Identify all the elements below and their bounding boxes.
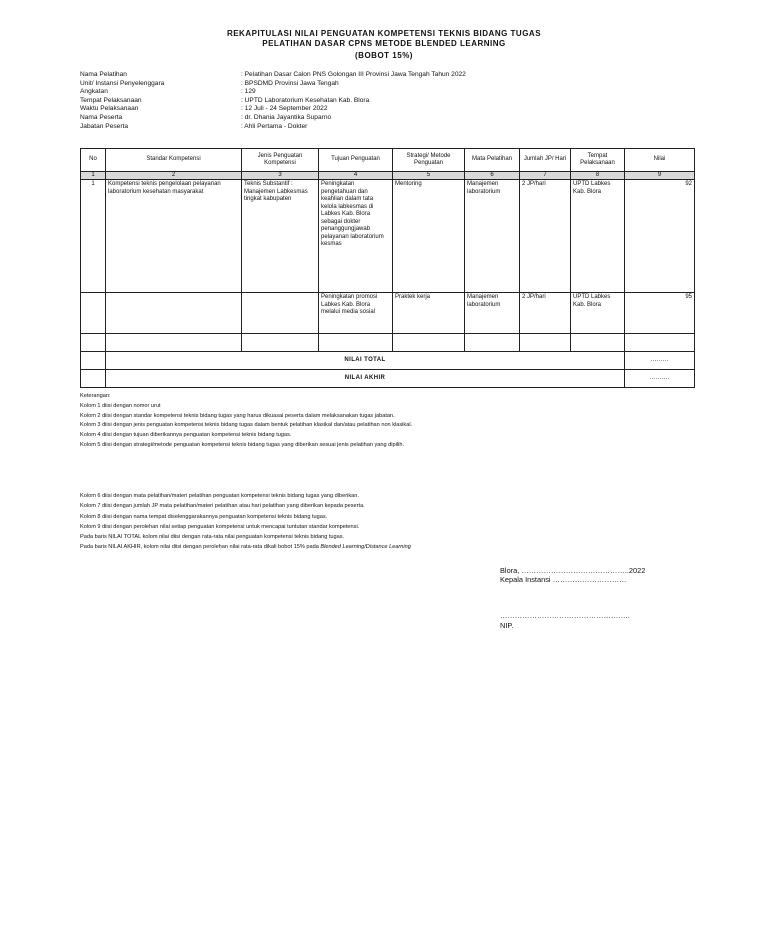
nilai-total-label: NILAI TOTAL [106, 352, 625, 370]
empty-cell [465, 334, 520, 352]
info-row [80, 114, 466, 123]
note-line: Pada baris NILAI TOTAL kolom nilai diisi dengan rata-rata nilai penguatan kompetensi teknis bidang tugas. [80, 534, 345, 541]
cell-tempat: UPTD Labkes Kab. Blora [571, 180, 625, 293]
column-number: 4 [319, 172, 393, 180]
cell-jp: 2 JP/hari [520, 180, 571, 293]
info-row [80, 105, 466, 114]
info-value: : 129 [241, 88, 256, 96]
note-last-italic: Blended Learning/Distance Learning [320, 544, 411, 551]
cell-jp: 2 JP/hari [520, 293, 571, 334]
cell-nilai: 95 [625, 293, 695, 334]
signature-place-date: Blora, ……………………………………..2022 [500, 566, 646, 575]
info-value: : Ahli Pertama - Dokter [241, 122, 308, 130]
column-number: 2 [106, 172, 242, 180]
column-number: 8 [571, 172, 625, 180]
table-row-empty [81, 334, 695, 352]
info-value: : BPSDMD Provinsi Jawa Tengah [241, 79, 339, 87]
table-row [81, 293, 695, 334]
info-label: Waktu Pelaksanaan [80, 105, 139, 113]
column-number-row [81, 172, 695, 180]
empty-cell [106, 334, 242, 352]
column-number: 6 [465, 172, 520, 180]
header-jp: Jumlah JP/ Hari [520, 149, 571, 172]
signature-position: Kepala Instansi ………………………… [500, 575, 627, 584]
nilai-total-value: ……… [625, 352, 695, 370]
empty-cell [81, 334, 106, 352]
column-number: 1 [81, 172, 106, 180]
cell-nilai: 92 [625, 180, 695, 293]
column-number: 3 [242, 172, 319, 180]
table-header-row [81, 149, 695, 172]
empty-cell [81, 370, 106, 388]
info-label: Tempat Pelaksanaan [80, 96, 142, 104]
document-weight: (BOBOT 15%) [355, 51, 413, 60]
cell-strategi: Praktek kerja [393, 293, 465, 334]
note-line: Kolom 8 diisi dengan nama tempat diselenggarakannya penguatan kompetensi teknis bidang tugas. [80, 513, 328, 520]
participant-info [80, 71, 466, 131]
total-row [81, 352, 695, 370]
cell-tempat: UPTD Labkes Kab. Blora [571, 293, 625, 334]
info-label: Nama Pelatihan [80, 71, 127, 78]
header-strategi: Strategi/ Metode Penguatan [393, 149, 465, 172]
cell-no [81, 293, 106, 334]
column-number: 5 [393, 172, 465, 180]
cell-mata: Manajemen laboratorium [465, 293, 520, 334]
note-last-text: Pada baris NILAI AKHIR, kolom nilai diisi dengan perolehan nilai rata-rata dikali bobot 15% pada [80, 544, 321, 551]
info-row [80, 71, 466, 80]
header-mata: Mata Pelatihan [465, 149, 520, 172]
header-jenis: Jenis Penguatan Kompetensi [242, 149, 319, 172]
empty-cell [242, 334, 319, 352]
info-value: : Pelatihan Dasar Calon PNS Golongan III Provinsi Jawa Tengah Tahun 2022 [241, 71, 466, 78]
note-line: Kolom 2 diisi dengan standar kompetensi teknis bidang tugas yang harus dikuasai peserta dalam melaksanakan tugas jabatan. [80, 412, 395, 419]
document-subtitle: PELATIHAN DASAR CPNS METODE BLENDED LEARNING [262, 39, 506, 48]
cell-strategi: Mentoring [393, 180, 465, 293]
cell-no: 1 [81, 180, 106, 293]
note-line: Kolom 6 diisi dengan mata pelatihan/materi pelatihan penguatan kompetensi teknis bidang tugas yang diberikan. [80, 493, 359, 499]
info-row [80, 123, 466, 132]
cell-tujuan: Peningkatan promosi Labkes Kab. Blora melalui media sosial [319, 293, 393, 334]
info-label: Nama Peserta [80, 113, 123, 121]
note-line: Kolom 7 diisi dengan jumlah JP mata pelatihan/materi pelatihan atau hari pelatihan yang diberikan kepada peserta. [80, 503, 365, 510]
notes-section-2 [80, 491, 411, 553]
info-value: : 12 Juli - 24 September 2022 [241, 105, 328, 113]
note-line: Kolom 4 diisi dengan tujuan diberikannya penguatan kompetensi teknis bidang tugas. [80, 432, 292, 439]
empty-cell [81, 352, 106, 370]
info-row [80, 80, 466, 89]
note-line-last [80, 542, 411, 552]
header-no: No [81, 149, 106, 172]
info-value: : dr. Dhania Jayantika Suparno [241, 113, 332, 121]
note-line: Kolom 1 diisi dengan nomor urut [80, 402, 161, 409]
column-number: 7 [520, 172, 571, 180]
info-row [80, 88, 466, 97]
note-line: Kolom 3 diisi dengan jenis penguatan kompetensi teknis bidang tugas dalam bentuk pelatihan klasikal dan/atau pelatihan non klasikal. [80, 422, 413, 429]
cell-jenis [242, 293, 319, 334]
info-label: Angkatan [80, 88, 108, 96]
header-tempat: Tempat Pelaksanaan [571, 149, 625, 172]
cell-standar: Kompetensi teknis pengelolaan pelayanan laboratorium kesehatan masyarakat [106, 180, 242, 293]
cell-mata: Manajemen laboratorium [465, 180, 520, 293]
info-value: : UPTD Laboratorium Kesehatan Kab. Blora [241, 96, 370, 104]
info-label: Jabatan Peserta [80, 122, 129, 130]
document-title: REKAPITULASI NILAI PENGUATAN KOMPETENSI TEKNIS BIDANG TUGAS [226, 29, 542, 38]
info-label: Unit/ Instansi Penyelenggara [80, 79, 165, 87]
nilai-akhir-label: NILAI AKHIR [106, 370, 625, 388]
empty-cell [319, 334, 393, 352]
notes-section [80, 392, 412, 451]
cell-standar [106, 293, 242, 334]
cell-tujuan: Peningkatan pengetahuan dan keahlian dalam tata kelola labkesmas di Labkes Kab. Blora sebagai dokter penanggungjawab pelayanan laboratorium kesmas [319, 180, 393, 293]
header-nilai: Nilai [625, 149, 695, 172]
empty-cell [625, 334, 695, 352]
notes-title: Keterangan: [80, 393, 111, 399]
column-number: 9 [625, 172, 695, 180]
note-line: Kolom 5 diisi dengan strategi/metode penguatan kompetensi teknis bidang tugas yang diberikan sesuai jenis pelatihan yang dipilih. [80, 441, 405, 448]
empty-cell [393, 334, 465, 352]
info-row [80, 97, 466, 106]
note-line: Kolom 9 diisi dengan perolehan nilai setiap penguatan kompetensi untuk mencapai tuntutan standar kompetensi. [80, 523, 360, 530]
header-tujuan: Tujuan Penguatan [319, 149, 393, 172]
empty-cell [520, 334, 571, 352]
signature-nip: NIP. [500, 621, 514, 630]
cell-jenis: Teknis Substantif : Manajemen Labkesmas tingkat kabupaten [242, 180, 319, 293]
final-row [81, 370, 695, 388]
nilai-akhir-value: ………. [625, 370, 695, 388]
competency-table [80, 148, 695, 388]
signature-name-line: …………………………………………….. [500, 611, 630, 620]
header-standar: Standar Kompetensi [106, 149, 242, 172]
table-row [81, 180, 695, 293]
empty-cell [571, 334, 625, 352]
